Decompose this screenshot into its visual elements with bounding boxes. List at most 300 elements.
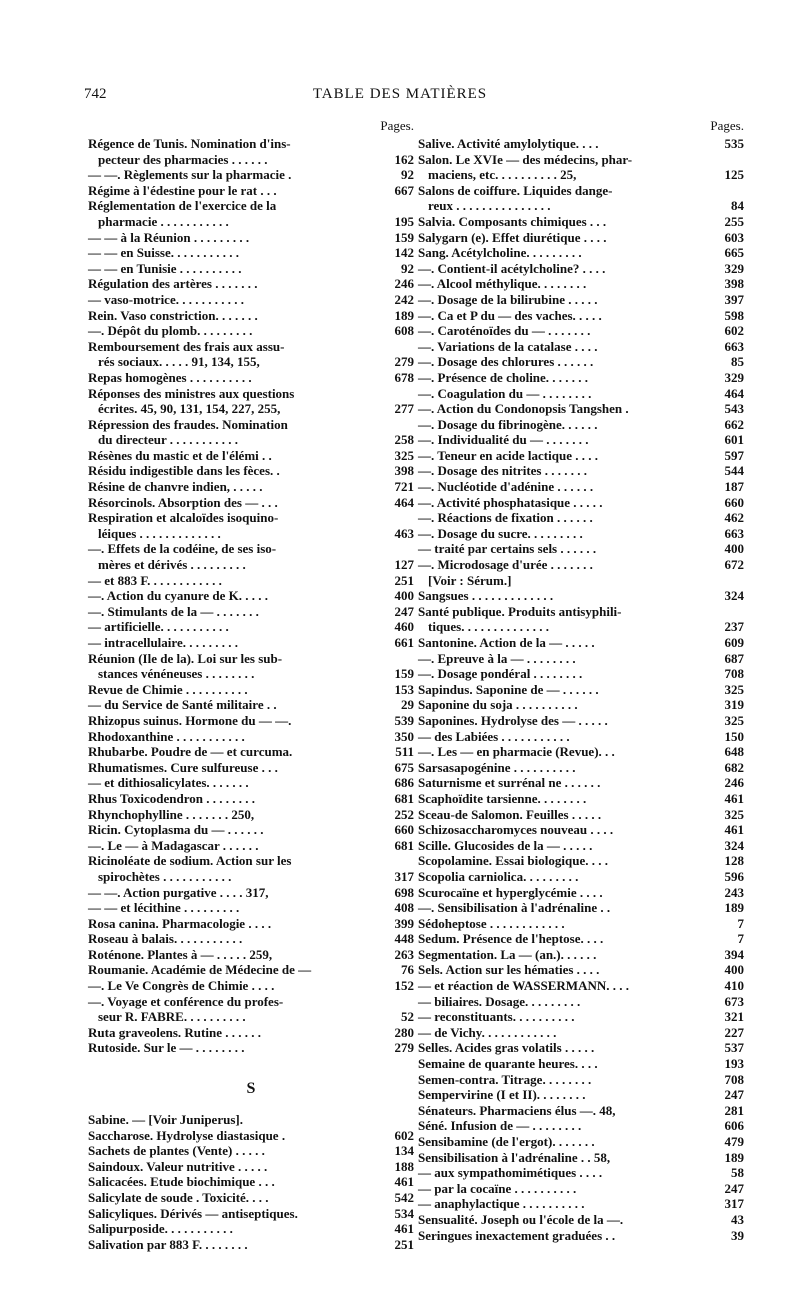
index-entry xyxy=(418,510,744,526)
index-entry xyxy=(88,635,414,651)
index-entry xyxy=(418,869,744,885)
index-entry-pages: 460 xyxy=(394,619,414,635)
index-entry-pages: 243 xyxy=(724,884,744,900)
index-entry-pages: 92 xyxy=(401,167,414,183)
index-entry-pages: 400 xyxy=(724,541,744,557)
index-entry xyxy=(418,495,744,511)
index-entry xyxy=(88,760,414,776)
index-entry-pages: 672 xyxy=(724,557,744,573)
index-entry xyxy=(418,885,744,901)
index-entry xyxy=(418,916,744,932)
index-entry-pages: 7 xyxy=(737,915,744,931)
index-entry-text: Salive. Activité amylolytique. . . . xyxy=(418,136,599,151)
index-entry-pages: 602 xyxy=(394,1127,414,1143)
index-entry xyxy=(88,666,414,682)
index-entry-pages: 461 xyxy=(394,1221,414,1237)
index-entry-text: Rhizopus suinus. Hormone du — —. xyxy=(88,712,292,728)
index-entry xyxy=(88,183,414,199)
index-entry xyxy=(418,588,744,604)
index-entry-pages: 708 xyxy=(724,1071,744,1087)
index-entry-text: Selles. Acides gras volatils . . . . . xyxy=(418,1040,595,1056)
index-entry-text: — du Service de Santé militaire . . xyxy=(88,697,277,713)
index-entry-text: — et dithiosalicylates. . . . . . . xyxy=(88,775,249,791)
index-entry xyxy=(88,401,414,417)
index-entry-text: Résidu indigestible dans les fèces. . xyxy=(88,463,280,479)
index-entry xyxy=(418,479,744,495)
index-entry-pages: 246 xyxy=(394,276,414,292)
index-entry xyxy=(418,1165,744,1181)
index-entry-pages: 598 xyxy=(724,307,744,323)
index-entry-pages: 255 xyxy=(724,213,744,229)
index-entry-text: [Voir : Sérum.] xyxy=(428,572,512,588)
index-entry-pages: 606 xyxy=(724,1118,744,1134)
index-entry xyxy=(418,1072,744,1088)
index-entry-pages: 247 xyxy=(724,1180,744,1196)
index-entry-pages: 58 xyxy=(731,1165,744,1181)
index-entry-text: — — en Suisse. . . . . . . . . . . xyxy=(88,245,239,261)
index-entry xyxy=(418,682,744,698)
index-entry-pages: 85 xyxy=(731,354,744,370)
index-entry-pages: 479 xyxy=(724,1134,744,1149)
index-entry-pages: 329 xyxy=(724,260,744,276)
index-entry-text: seur R. FABRE. . . . . . . . . . xyxy=(98,1009,246,1025)
index-entry-pages: 397 xyxy=(724,291,744,307)
index-entry xyxy=(88,791,414,807)
index-entry-pages: 461 xyxy=(394,1174,414,1190)
index-entry xyxy=(418,1056,744,1072)
index-entry-pages: 609 xyxy=(724,635,744,650)
index-entry-text: Sempervirine (I et II). . . . . . . . xyxy=(418,1087,586,1103)
index-entry-text: Roseau à balais. . . . . . . . . . . xyxy=(88,931,243,947)
index-entry xyxy=(88,1143,414,1159)
index-entry xyxy=(88,370,414,386)
index-entry-pages: 159 xyxy=(394,666,414,682)
index-entry-pages: 193 xyxy=(724,1056,744,1072)
index-entry xyxy=(88,775,414,791)
index-entry xyxy=(418,526,744,542)
index-entry xyxy=(88,931,414,947)
index-entry xyxy=(88,214,414,230)
index-entry-text: Salvia. Composants chimiques . . . xyxy=(418,213,607,229)
index-entry xyxy=(88,713,414,729)
index-entry-text: Semen-contra. Titrage. . . . . . . . xyxy=(418,1071,592,1087)
index-entry-pages: 448 xyxy=(394,931,414,947)
index-entry-text: mères et dérivés . . . . . . . . . xyxy=(98,557,246,573)
index-entry xyxy=(418,791,744,807)
index-entry-text: — vaso-motrice. . . . . . . . . . . xyxy=(88,291,244,307)
index-entry-text: Sachets de plantes (Vente) . . . . . xyxy=(88,1143,265,1159)
index-entry-text: — et réaction de WASSERMANN. . . . xyxy=(418,978,629,994)
index-entry xyxy=(88,807,414,823)
index-entry-pages: 708 xyxy=(724,666,744,682)
index-entry-text: maciens, etc. . . . . . . . . . 25, xyxy=(428,167,577,183)
index-entry-pages: 543 xyxy=(724,401,744,417)
index-entry xyxy=(418,1134,744,1150)
index-entry xyxy=(418,541,744,557)
index-entry-pages: 325 xyxy=(724,806,744,822)
index-entry-text: —. Le Ve Congrès de Chimie . . . . xyxy=(88,978,275,994)
index-entry-pages: 227 xyxy=(724,1024,744,1040)
index-entry-text: — par la cocaïne . . . . . . . . . . xyxy=(418,1180,577,1196)
index-entry-text: Scille. Glucosides de la — . . . . . xyxy=(418,837,593,853)
index-entry-text: Sceau-de Salomon. Feuilles . . . . . xyxy=(418,806,602,822)
index-entry-pages: 464 xyxy=(394,494,414,510)
index-entry xyxy=(88,463,414,479)
index-entry xyxy=(88,323,414,339)
index-entry-pages: 7 xyxy=(737,931,744,947)
index-entry-text: Sénateurs. Pharmaciens élus —. 48, xyxy=(418,1102,616,1118)
index-entry-pages: 195 xyxy=(394,213,414,229)
index-entry-text: —. Activité phosphatasique . . . . . xyxy=(418,494,603,510)
index-entry xyxy=(88,541,414,557)
index-entry-text: Salipurposide. . . . . . . . . . . xyxy=(88,1221,233,1237)
index-entry-text: Remboursement des frais aux assu- xyxy=(88,338,285,354)
index-entry-pages: 462 xyxy=(724,510,744,526)
index-entry xyxy=(418,308,744,324)
index-entry-pages: 317 xyxy=(394,868,414,884)
index-entry xyxy=(88,744,414,760)
index-entry-pages: 681 xyxy=(394,837,414,853)
index-entry-text: Ricinoléate de sodium. Action sur les xyxy=(88,853,292,869)
index-entry-text: Sapindus. Saponine de — . . . . . . xyxy=(418,681,599,697)
index-entry xyxy=(418,198,744,214)
index-entry-pages: 535 xyxy=(724,136,744,151)
index-entry-pages: 665 xyxy=(724,245,744,261)
index-entry xyxy=(418,1196,744,1212)
index-entry xyxy=(88,557,414,573)
index-entry-text: —. Microdosage d'urée . . . . . . . xyxy=(418,557,593,573)
index-entry-text: Sensibamine (de l'ergot). . . . . . . xyxy=(418,1134,595,1149)
index-entry-text: Santé publique. Produits antisyphili- xyxy=(418,603,622,619)
index-entry-pages: 92 xyxy=(401,260,414,276)
index-entry-pages: 162 xyxy=(394,151,414,167)
index-entry-text: —. Dosage du fibrinogène. . . . . . xyxy=(418,416,598,432)
index-entries-s-left xyxy=(88,1112,414,1252)
index-entry-pages: 648 xyxy=(724,744,744,760)
index-entry-text: Résorcinols. Absorption des — . . . xyxy=(88,494,278,510)
index-entry-pages: 52 xyxy=(401,1009,414,1025)
index-entry-pages: 663 xyxy=(724,525,744,541)
index-entry xyxy=(418,1181,744,1197)
index-entry-pages: 329 xyxy=(724,369,744,385)
index-entry-text: Sabine. — [Voir Juniperus]. xyxy=(88,1112,243,1128)
index-entry-text: Scopolia carniolica. . . . . . . . . xyxy=(418,868,579,884)
index-entry-text: Saponine du soja . . . . . . . . . . xyxy=(418,697,578,713)
index-entry-text: —. Teneur en acide lactique . . . . xyxy=(418,447,598,463)
index-entry-text: —. Variations de la catalase . . . . xyxy=(418,338,598,354)
index-entry-pages: 237 xyxy=(724,619,744,635)
index-entry-pages: 189 xyxy=(394,307,414,323)
index-entry-pages: 324 xyxy=(724,588,744,604)
index-entry-pages: 667 xyxy=(394,182,414,198)
left-column xyxy=(88,118,414,1252)
index-entry-pages: 461 xyxy=(724,790,744,806)
index-entry-pages: 597 xyxy=(724,447,744,463)
index-entry xyxy=(418,354,744,370)
index-entry-text: Salicyliques. Dérivés — antiseptiques. xyxy=(88,1205,298,1221)
index-entry-text: —. Dosage pondéral . . . . . . . . xyxy=(418,666,583,682)
index-entry xyxy=(88,604,414,620)
index-entry-text: — de Vichy. . . . . . . . . . . . xyxy=(418,1024,557,1040)
index-entry xyxy=(418,1228,744,1244)
index-entry-text: Rhodoxanthine . . . . . . . . . . . xyxy=(88,728,245,744)
index-entry-text: du directeur . . . . . . . . . . . xyxy=(98,432,238,448)
index-entry-pages: 319 xyxy=(724,697,744,713)
index-entry-pages: 188 xyxy=(394,1158,414,1174)
index-entry xyxy=(88,619,414,635)
index-entry-text: — traité par certains sels . . . . . . xyxy=(418,541,597,557)
index-entry-text: Régulation des artères . . . . . . . xyxy=(88,276,258,292)
index-entry xyxy=(418,947,744,963)
index-entry-text: —. Les — en pharmacie (Revue). . . xyxy=(418,744,615,760)
index-entry-text: Seringues inexactement graduées . . xyxy=(418,1227,616,1243)
index-entry xyxy=(418,838,744,854)
index-entry xyxy=(88,1221,414,1237)
index-entry xyxy=(88,853,414,869)
index-entry-pages: 242 xyxy=(394,291,414,307)
index-entry-pages: 43 xyxy=(731,1211,744,1227)
index-entry-text: —. Alcool méthylique. . . . . . . . xyxy=(418,276,587,292)
index-entry-text: Rhus Toxicodendron . . . . . . . . xyxy=(88,790,256,806)
index-entry-text: —. Nucléotide d'adénine . . . . . . xyxy=(418,479,594,495)
index-entry xyxy=(88,386,414,402)
index-entry xyxy=(418,1118,744,1134)
index-entry-pages: 159 xyxy=(394,229,414,245)
index-entry-pages: 29 xyxy=(401,697,414,713)
index-entry xyxy=(418,417,744,433)
index-entry-pages: 350 xyxy=(394,728,414,744)
index-entry xyxy=(88,1237,414,1253)
index-entry-text: Salons de coiffure. Liquides dange- xyxy=(418,182,613,198)
index-entry-pages: 153 xyxy=(394,681,414,697)
index-entry-text: —. Stimulants de la — . . . . . . . xyxy=(88,603,259,619)
index-entry-text: —. Epreuve à la — . . . . . . . . xyxy=(418,650,576,666)
index-entry-pages: 277 xyxy=(394,401,414,417)
index-entry-pages: 687 xyxy=(724,650,744,666)
index-entry xyxy=(88,167,414,183)
index-entry-text: Régime à l'édestine pour le rat . . . xyxy=(88,182,277,198)
index-entry xyxy=(418,1040,744,1056)
index-entry-text: stances vénéneuses . . . . . . . . xyxy=(98,666,255,682)
index-entry-pages: 152 xyxy=(394,978,414,994)
index-entry xyxy=(88,682,414,698)
index-entry-text: spirochètes . . . . . . . . . . . xyxy=(98,868,232,884)
index-entry xyxy=(418,245,744,261)
index-entry xyxy=(418,152,744,168)
index-entry-text: Revue de Chimie . . . . . . . . . . xyxy=(88,681,248,697)
index-entry-text: Repas homogènes . . . . . . . . . . xyxy=(88,369,252,385)
index-entry xyxy=(88,448,414,464)
index-entry xyxy=(418,432,744,448)
index-entry-text: Rein. Vaso constriction. . . . . . . xyxy=(88,307,258,323)
index-entry xyxy=(418,136,744,152)
index-entry xyxy=(418,573,744,589)
index-entry xyxy=(88,417,414,433)
index-entry-pages: 721 xyxy=(394,479,414,495)
index-entry-pages: 398 xyxy=(724,276,744,292)
index-entry xyxy=(88,697,414,713)
index-entry-pages: 251 xyxy=(394,572,414,588)
index-entry-pages: 603 xyxy=(724,229,744,245)
index-entry-text: tiques. . . . . . . . . . . . . . xyxy=(428,619,549,635)
index-entry-text: Roumanie. Académie de Médecine de — xyxy=(88,962,312,978)
index-entry-text: léiques . . . . . . . . . . . . . xyxy=(98,525,221,541)
index-entry-pages: 398 xyxy=(394,463,414,479)
index-entry xyxy=(418,994,744,1010)
index-entry xyxy=(88,729,414,745)
page-number: 742 xyxy=(84,86,107,102)
index-entry-pages: 511 xyxy=(395,744,414,760)
index-entry-pages: 660 xyxy=(394,822,414,838)
index-entry-text: Santonine. Action de la — . . . . . xyxy=(418,635,595,650)
index-entry xyxy=(88,510,414,526)
index-entry-pages: 189 xyxy=(724,1149,744,1165)
index-entry xyxy=(418,807,744,823)
index-entry-pages: 325 xyxy=(724,681,744,697)
index-entry xyxy=(418,619,744,635)
index-entry xyxy=(88,230,414,246)
index-entry-text: —. Effets de la codéine, de ses iso- xyxy=(88,541,277,557)
index-entry-text: — — en Tunisie . . . . . . . . . . xyxy=(88,260,242,276)
index-entry xyxy=(418,401,744,417)
index-entry-pages: 84 xyxy=(731,198,744,214)
index-entry xyxy=(418,729,744,745)
index-entry xyxy=(88,1009,414,1025)
index-entry-text: Résènes du mastic et de l'élémi . . xyxy=(88,447,272,463)
index-entry-pages: 464 xyxy=(724,385,744,401)
index-entry-text: Sarsasapogénine . . . . . . . . . . xyxy=(418,759,576,775)
index-entry xyxy=(418,962,744,978)
index-entry-text: Saccharose. Hydrolyse diastasique . xyxy=(88,1127,286,1143)
index-entry-pages: 281 xyxy=(724,1102,744,1118)
index-entry xyxy=(88,962,414,978)
index-entry-pages: 142 xyxy=(394,245,414,261)
index-entry xyxy=(88,822,414,838)
index-entry-text: — anaphylactique . . . . . . . . . . xyxy=(418,1196,585,1212)
index-entry-pages: 686 xyxy=(394,775,414,791)
index-entry xyxy=(88,869,414,885)
index-entry-text: Sensibilisation à l'adrénaline . . 58, xyxy=(418,1149,611,1165)
index-entry xyxy=(418,1212,744,1228)
index-entry-text: —. Dosage de la bilirubine . . . . . xyxy=(418,291,598,307)
index-entry xyxy=(88,495,414,511)
index-entry xyxy=(88,978,414,994)
index-entry-text: —. Le — à Madagascar . . . . . . xyxy=(88,837,259,853)
index-entry-text: Scurocaïne et hyperglycémie . . . . xyxy=(418,884,603,900)
index-entry-pages: 602 xyxy=(724,323,744,339)
index-entry-text: Réunion (Ile de la). Loi sur les sub- xyxy=(88,650,283,666)
index-entry-pages: 247 xyxy=(394,603,414,619)
index-entry-text: — reconstituants. . . . . . . . . . xyxy=(418,1009,575,1025)
index-entry-text: —. Caroténoïdes du — . . . . . . . xyxy=(418,323,591,339)
index-entry xyxy=(88,838,414,854)
index-entry-text: — aux sympathomimétiques . . . . xyxy=(418,1165,603,1181)
index-entry-pages: 400 xyxy=(394,588,414,604)
index-entry xyxy=(88,354,414,370)
index-entry-text: —. Sensibilisation à l'adrénaline . . xyxy=(418,900,611,916)
index-entry-pages: 325 xyxy=(394,447,414,463)
index-entry-pages: 263 xyxy=(394,946,414,962)
index-entry-text: Semaine de quarante heures. . . . xyxy=(418,1056,598,1072)
index-entry xyxy=(88,136,414,152)
index-entry xyxy=(418,1025,744,1041)
index-entry-text: Réponses des ministres aux questions xyxy=(88,385,295,401)
index-entry xyxy=(88,1040,414,1056)
index-entry xyxy=(88,198,414,214)
index-entry xyxy=(418,635,744,651)
index-entry xyxy=(88,651,414,667)
index-entry-pages: 150 xyxy=(724,728,744,744)
index-entry-pages: 251 xyxy=(394,1236,414,1252)
index-entry-pages: 534 xyxy=(394,1205,414,1221)
index-entry xyxy=(418,760,744,776)
index-entry xyxy=(418,775,744,791)
index-entry xyxy=(418,230,744,246)
index-entry-text: Ricin. Cytoplasma du — . . . . . . xyxy=(88,822,264,838)
index-entry-text: Sensualité. Joseph ou l'école de la —. xyxy=(418,1211,624,1227)
index-entry-text: — —. Action purgative . . . . 317, xyxy=(88,884,269,900)
index-entry xyxy=(418,900,744,916)
index-entry xyxy=(88,479,414,495)
index-entry-pages: 537 xyxy=(724,1040,744,1056)
index-entry-pages: 601 xyxy=(724,432,744,448)
index-entry xyxy=(418,853,744,869)
index-entry-pages: 321 xyxy=(724,1009,744,1025)
index-entry-pages: 608 xyxy=(394,323,414,339)
index-entry-text: Sédoheptose . . . . . . . . . . . . xyxy=(418,915,565,931)
index-entry xyxy=(418,463,744,479)
index-entry xyxy=(418,697,744,713)
index-entry-pages: 252 xyxy=(394,806,414,822)
index-entry-pages: 663 xyxy=(724,338,744,354)
index-entry xyxy=(418,276,744,292)
index-entry-text: Saponines. Hydrolyse des — . . . . . xyxy=(418,712,608,728)
index-entry-text: Segmentation. La — (an.). . . . . . xyxy=(418,946,597,962)
index-entry-text: Salivation par 883 F. . . . . . . . xyxy=(88,1236,248,1252)
index-entry-text: Répression des fraudes. Nomination xyxy=(88,416,288,432)
index-entry-text: — biliaires. Dosage. . . . . . . . . xyxy=(418,993,581,1009)
index-entry xyxy=(418,557,744,573)
index-entry-pages: 279 xyxy=(394,1040,414,1056)
index-entry xyxy=(418,666,744,682)
section-spacer xyxy=(88,1056,414,1080)
index-entry xyxy=(88,1112,414,1128)
index-entry-pages: 128 xyxy=(724,853,744,869)
index-entry xyxy=(88,308,414,324)
index-entry xyxy=(418,214,744,230)
index-entry-text: —. Contient-il acétylcholine? . . . . xyxy=(418,260,606,276)
index-entry xyxy=(418,261,744,277)
index-entry-text: Salicacées. Etude biochimique . . . xyxy=(88,1174,275,1190)
index-entries-r xyxy=(88,136,414,1056)
index-entry xyxy=(418,1150,744,1166)
index-entry-text: pecteur des pharmacies . . . . . . xyxy=(98,151,268,167)
index-entry-pages: 325 xyxy=(724,712,744,728)
index-entry xyxy=(418,183,744,199)
index-entry-pages: 542 xyxy=(394,1190,414,1205)
index-entry-pages: 279 xyxy=(394,354,414,370)
index-entry-text: —. Dépôt du plomb. . . . . . . . . xyxy=(88,323,253,339)
index-entry xyxy=(418,822,744,838)
index-entry xyxy=(418,931,744,947)
index-entry-text: Sang. Acétylcholine. . . . . . . . . xyxy=(418,245,582,261)
index-entry-pages: 673 xyxy=(724,993,744,1009)
index-entry-text: Salicylate de soude . Toxicité. . . . xyxy=(88,1190,269,1205)
index-entry-text: —. Dosage des chlorures . . . . . . xyxy=(418,354,594,370)
index-entry-text: — —. Règlements sur la pharmacie . xyxy=(88,167,292,183)
index-entry-text: —. Dosage du sucre. . . . . . . . . xyxy=(418,525,583,541)
index-entry xyxy=(418,1009,744,1025)
